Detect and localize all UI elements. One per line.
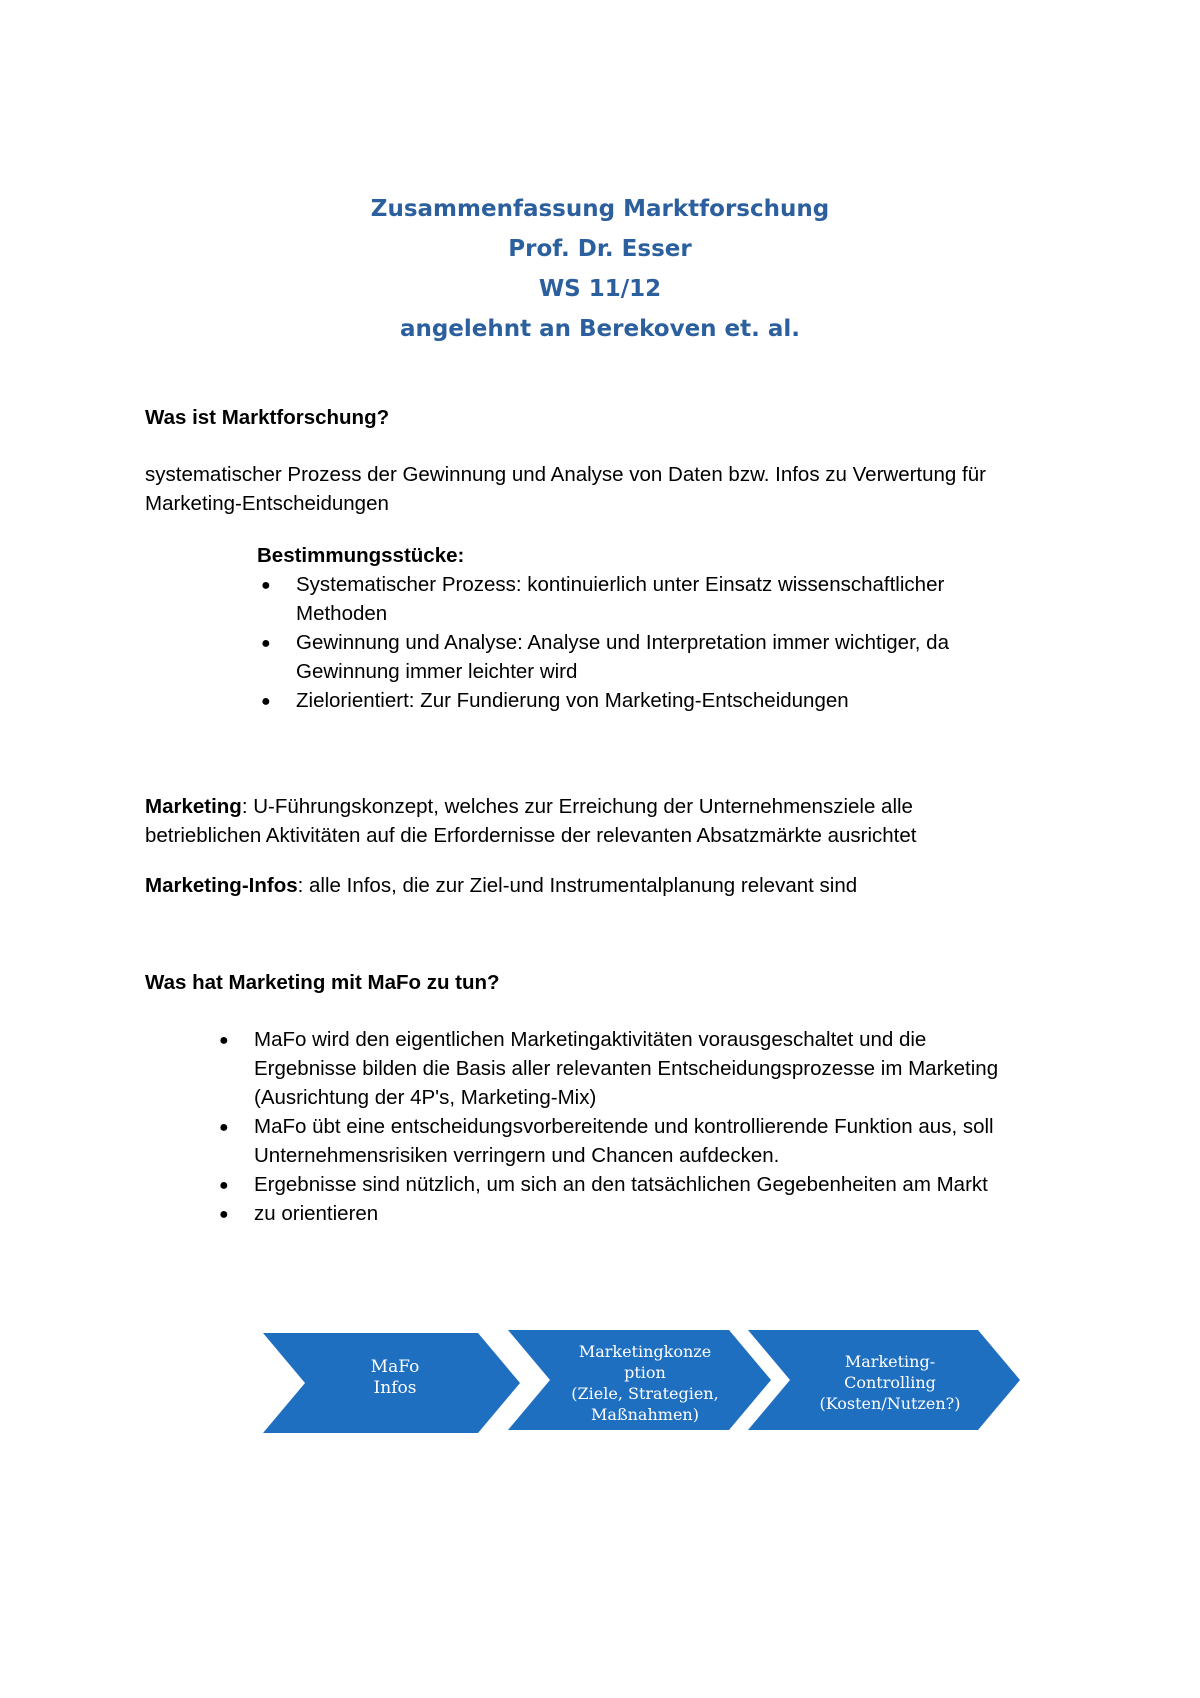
list-item-line: MaFo wird den eigentlichen Marketingaktivitäten vorausgeschaltet und die: [254, 1028, 927, 1051]
document-title-block: [0, 189, 1200, 349]
document-author: Prof. Dr. Esser: [508, 236, 692, 262]
process-step-3-line: Controlling: [844, 1373, 936, 1392]
list-item: [216, 1170, 998, 1199]
process-step-2-line: Marketingkonze: [578, 1342, 712, 1361]
list-item: [258, 686, 949, 715]
process-step-2-line: Maßnahmen): [591, 1405, 699, 1424]
list-item-line: Zielorientiert: Zur Fundierung von Marketing-Entscheidungen: [296, 689, 849, 712]
list-item: [258, 628, 949, 686]
section2-heading: Was hat Marketing mit MaFo zu tun?: [145, 971, 500, 994]
bullet-dot-icon: ●: [219, 1206, 229, 1223]
list-item-line: (Ausrichtung der 4P's, Marketing-Mix): [254, 1086, 597, 1109]
list-item-line: Gewinnung immer leichter wird: [296, 660, 578, 683]
marketing-definition-text: : U-Führungskonzept, welches zur Erreichung der Unternehmensziele alle: [241, 795, 913, 818]
process-step-2-label: [560, 1341, 730, 1425]
process-step-1-line: MaFo: [370, 1357, 420, 1377]
list-item-line: Methoden: [296, 602, 388, 625]
process-step-1-label: [315, 1357, 475, 1399]
list-item-line: Ergebnisse sind nützlich, um sich an den tatsächlichen Gegebenheiten am Markt: [254, 1173, 988, 1196]
list-item-line: MaFo übt eine entscheidungsvorbereitende und kontrollierende Funktion aus, soll: [254, 1115, 994, 1138]
document-title: Zusammenfassung Marktforschung: [370, 196, 830, 222]
marketing-definition-line-2: betrieblichen Aktivitäten auf die Erfordernisse der relevanten Absatzmärkte ausrichtet: [145, 824, 917, 847]
process-flow-diagram: [263, 1327, 1023, 1437]
definition-line-1: systematischer Prozess der Gewinnung und Analyse von Daten bzw. Infos zu Verwertung für: [145, 463, 986, 486]
process-step-2-line: (Ziele, Strategien,: [571, 1384, 719, 1403]
process-step-3-label: [800, 1351, 980, 1414]
list-item: [216, 1199, 998, 1228]
process-step-3-line: (Kosten/Nutzen?): [819, 1394, 961, 1413]
list-item: [216, 1112, 998, 1170]
bestimmungsstuecke-heading: Bestimmungsstücke:: [257, 544, 465, 567]
marketing-mafo-list: [216, 1025, 998, 1228]
bestimmungsstuecke-list: [258, 570, 949, 715]
list-item: [216, 1025, 998, 1112]
document-source: angelehnt an Berekoven et. al.: [399, 316, 801, 342]
bullet-dot-icon: ●: [219, 1177, 229, 1194]
marketing-infos-text: : alle Infos, die zur Ziel-und Instrumentalplanung relevant sind: [297, 874, 858, 897]
process-step-2-line: ption: [624, 1363, 666, 1382]
document-semester: WS 11/12: [538, 276, 662, 302]
list-item: [258, 570, 949, 628]
process-step-3-line: Marketing-: [844, 1352, 936, 1371]
definition-line-2: Marketing-Entscheidungen: [145, 492, 389, 515]
process-step-1-line: Infos: [373, 1378, 417, 1398]
marketing-term: Marketing: [145, 795, 242, 818]
bullet-dot-icon: ●: [219, 1032, 229, 1049]
list-item-line: Unternehmensrisiken verringern und Chancen aufdecken.: [254, 1144, 780, 1167]
bullet-dot-icon: ●: [261, 635, 271, 652]
list-item-line: Systematischer Prozess: kontinuierlich unter Einsatz wissenschaftlicher: [296, 573, 945, 596]
marketing-infos-definition: [145, 871, 857, 900]
bullet-dot-icon: ●: [261, 577, 271, 594]
bullet-dot-icon: ●: [261, 693, 271, 710]
list-item-line: Ergebnisse bilden die Basis aller relevanten Entscheidungsprozesse im Marketing: [254, 1057, 999, 1080]
list-item-line: Gewinnung und Analyse: Analyse und Interpretation immer wichtiger, da: [296, 631, 949, 654]
marketing-definition-line-1: [145, 792, 913, 821]
bullet-dot-icon: ●: [219, 1119, 229, 1136]
list-item-line: zu orientieren: [254, 1202, 379, 1225]
section1-heading: Was ist Marktforschung?: [145, 406, 390, 429]
marketing-infos-term: Marketing-Infos: [145, 874, 298, 897]
